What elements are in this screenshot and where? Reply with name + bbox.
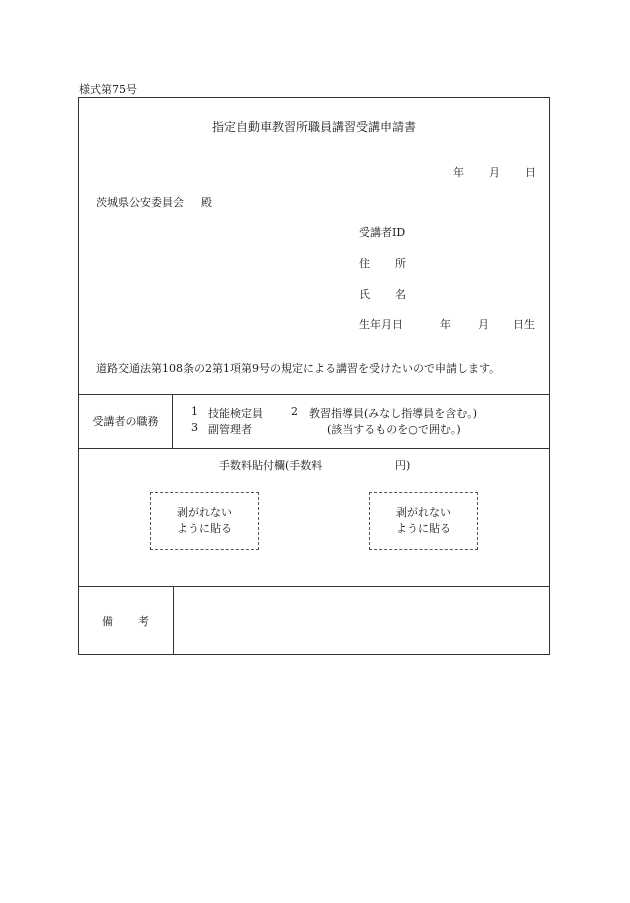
remarks-label xyxy=(79,586,174,654)
birthdate-label: 生年月日 xyxy=(359,318,403,331)
remarks-section xyxy=(79,586,549,654)
duty-option-1-number: 1 xyxy=(191,405,198,418)
form-number: 様式第75号 xyxy=(79,83,137,96)
name-label-a: 氏 xyxy=(359,288,370,301)
stamp-box-2-line1: 剥がれない xyxy=(396,506,451,519)
stamp-box-1 xyxy=(150,492,259,550)
duty-note: (該当するものを○で囲む。) xyxy=(327,423,461,436)
form-title: 指定自動車教習所職員講習受講申請書 xyxy=(211,120,416,134)
application-form xyxy=(78,97,550,655)
applicant-id-label: 受講者ID xyxy=(359,226,406,239)
remarks-label-b: 考 xyxy=(138,615,149,628)
duty-label: 受講者の職務 xyxy=(79,394,173,448)
birth-month-label: 月 xyxy=(478,318,489,331)
duty-section xyxy=(79,394,549,449)
address-label-b: 所 xyxy=(395,257,406,270)
addressee: 茨城県公安委員会 xyxy=(96,196,184,209)
duty-option-3: 副管理者 xyxy=(208,423,252,436)
stamp-box-2 xyxy=(369,492,478,550)
duty-option-2-number: 2 xyxy=(291,405,298,418)
date-year-label: 年 xyxy=(453,166,464,179)
stamp-box-2-line2: ように貼る xyxy=(396,522,451,535)
duty-option-1: 技能検定員 xyxy=(208,407,263,420)
remarks-label-a: 備 xyxy=(102,615,113,628)
stamp-box-1-line1: 剥がれない xyxy=(177,506,232,519)
stamp-box-1-line2: ように貼る xyxy=(177,522,232,535)
birth-year-label: 年 xyxy=(440,318,451,331)
applicant-section xyxy=(79,98,549,395)
addressee-suffix: 殿 xyxy=(201,196,212,209)
fee-title: 手数料貼付欄(手数料 xyxy=(219,459,323,472)
address-label-a: 住 xyxy=(359,257,370,270)
fee-unit: 円) xyxy=(395,459,411,472)
duty-option-2: 教習指導員(みなし指導員を含む。) xyxy=(309,407,478,420)
birth-day-label: 日生 xyxy=(513,318,535,331)
fee-stamp-section xyxy=(79,448,549,587)
duty-option-3-number: 3 xyxy=(191,421,198,434)
application-statement: 道路交通法第108条の2第1項第9号の規定による講習を受けたいので申請します。 xyxy=(96,362,501,375)
date-month-label: 月 xyxy=(489,166,500,179)
date-day-label: 日 xyxy=(525,166,536,179)
name-label-b: 名 xyxy=(395,288,406,301)
